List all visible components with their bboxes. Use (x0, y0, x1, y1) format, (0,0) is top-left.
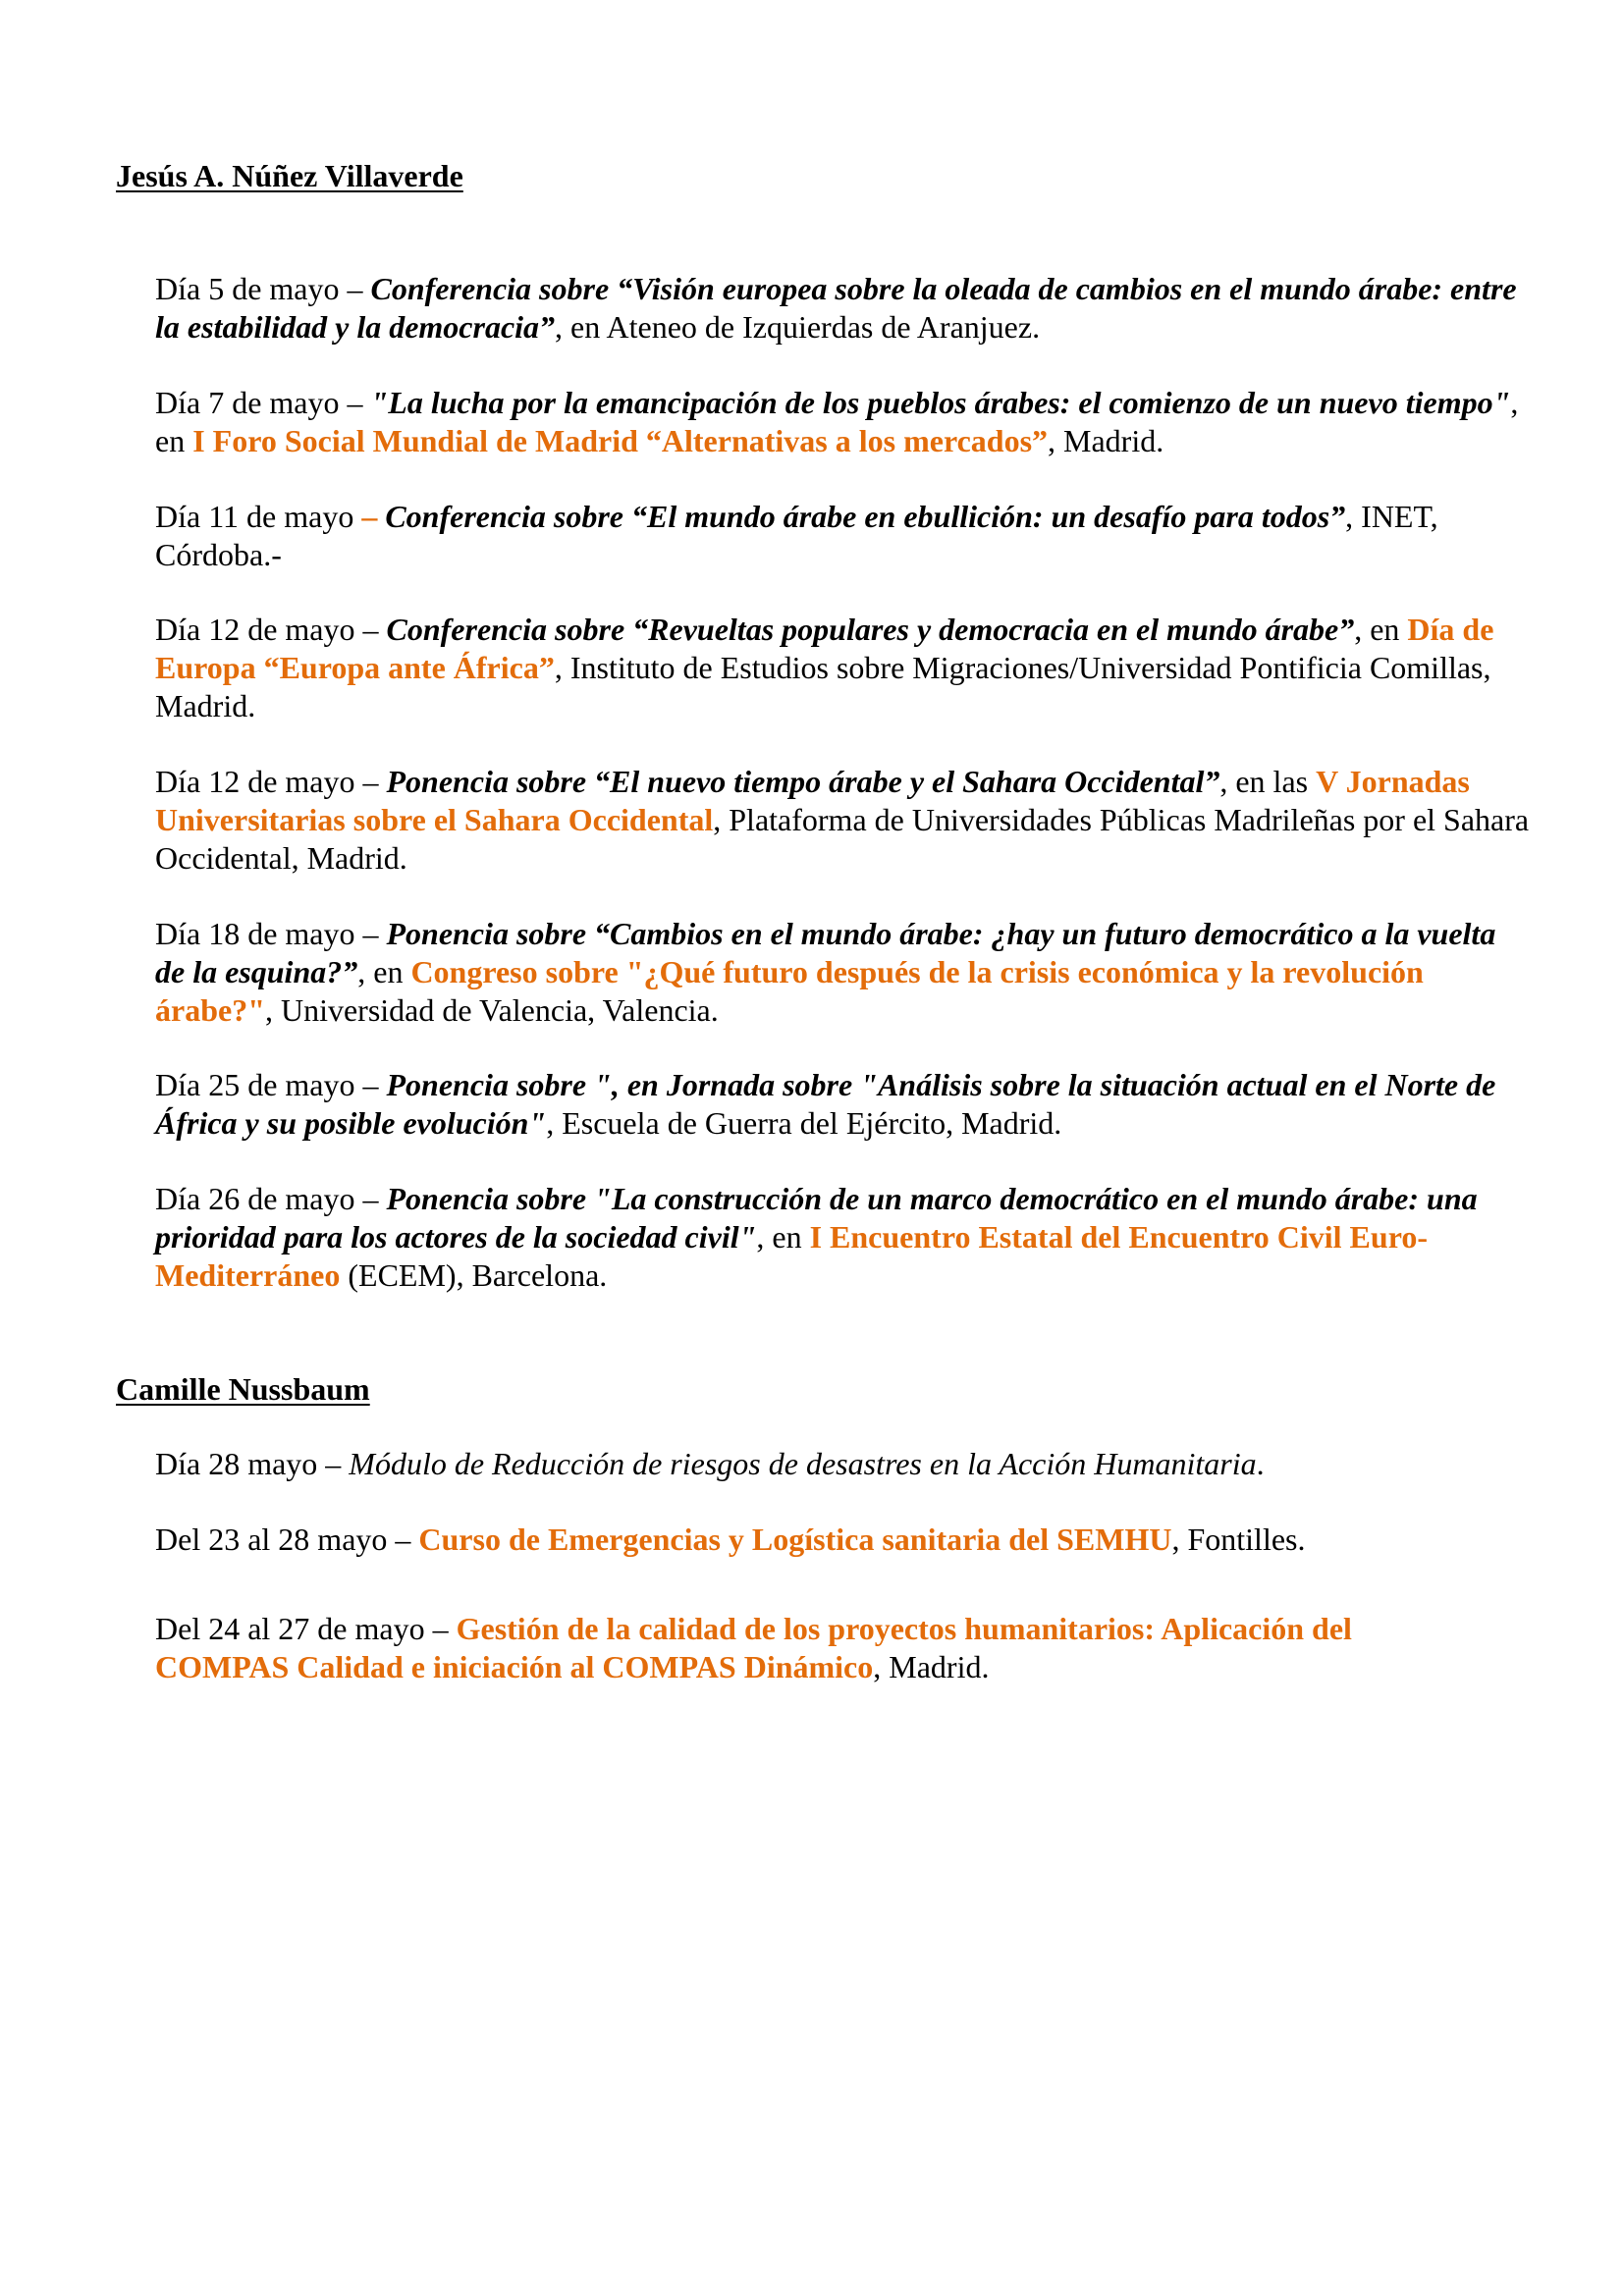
event-highlight: I Foro Social Mundial de Madrid “Alternativas a los mercados” (192, 423, 1049, 458)
event-title: Ponencia sobre "La construcción de un marco democrático en el mundo árabe: una prioridad para los actores de la sociedad civil" (155, 1181, 1478, 1255)
event-venue: , en Ateneo de Izquierdas de Aranjuez. (555, 309, 1041, 345)
event-date: Día 5 de mayo – (155, 271, 371, 306)
event-date: Del 24 al 27 de mayo – (155, 1611, 457, 1646)
event-venue: , Plataforma de Universidades Públicas Madrileñas por el Sahara Occidental, Madrid. (155, 802, 1530, 876)
event-entry (155, 1610, 1392, 1686)
event-connector: , en (155, 385, 1519, 458)
event-entry (155, 384, 1530, 460)
event-highlight: I Encuentro Estatal del Encuentro Civil Euro-Mediterráneo (155, 1219, 1428, 1293)
event-title: "La lucha por la emancipación de los pueblos árabes: el comienzo de un nuevo tiempo" (370, 385, 1511, 420)
event-date: Día 7 de mayo – (155, 385, 371, 420)
event-title: Módulo de Reducción de riesgos de desastres en la Acción Humanitaria (349, 1446, 1257, 1481)
event-venue: (ECEM), Barcelona. (340, 1257, 608, 1293)
event-entry (155, 270, 1530, 347)
event-date: Día 12 de mayo – (155, 612, 387, 647)
event-date: Día 26 de mayo – (155, 1181, 387, 1216)
event-date: Día 18 de mayo – (155, 916, 387, 951)
event-highlight: Curso de Emergencias y Logística sanitaria del SEMHU (418, 1522, 1172, 1557)
event-venue: , Madrid. (1048, 423, 1164, 458)
event-entry (155, 1066, 1530, 1143)
event-venue: , Instituto de Estudios sobre Migraciones/Universidad Pontificia Comillas, Madrid. (155, 650, 1491, 723)
event-venue: , INET, Córdoba.- (155, 499, 1438, 572)
event-venue: , Madrid. (873, 1649, 990, 1684)
event-highlight: Congreso sobre "¿Qué futuro después de la crisis económica y la revolución árabe?" (155, 954, 1424, 1028)
event-title: Ponencia sobre “Cambios en el mundo árabe: ¿hay un futuro democrático a la vuelta de la esquina?” (155, 916, 1496, 989)
event-venue: , Universidad de Valencia, Valencia. (264, 992, 719, 1028)
event-entry (155, 915, 1530, 1030)
event-title: Ponencia sobre ", en Jornada sobre "Análisis sobre la situación actual en el Norte de África y su posible evolución" (155, 1067, 1496, 1141)
event-connector: , en las (1219, 764, 1317, 799)
event-title: Ponencia sobre “El nuevo tiempo árabe y el Sahara Occidental” (386, 764, 1220, 799)
event-title: Conferencia sobre “Visión europea sobre la oleada de cambios en el mundo árabe: entre la estabilidad y la democracia” (155, 271, 1517, 345)
event-connector: , en (756, 1219, 810, 1255)
event-date: Día 12 de mayo – (155, 764, 387, 799)
event-date: Del 23 al 28 mayo – (155, 1522, 419, 1557)
event-entry (155, 763, 1530, 878)
event-title: Conferencia sobre “El mundo árabe en ebullición: un desafío para todos” (385, 499, 1346, 534)
event-entry (155, 611, 1530, 725)
event-highlight: Día de Europa “Europa ante África” (155, 612, 1494, 685)
event-entry (155, 1445, 1530, 1483)
person-heading: Jesús A. Núñez Villaverde (116, 158, 463, 193)
event-highlight: Gestión de la calidad de los proyectos humanitarios: Aplicación del COMPAS Calidad e iniciación al COMPAS Dinámico (155, 1611, 1352, 1684)
event-highlight: V Jornadas Universitarias sobre el Sahara Occidental (155, 764, 1470, 837)
event-connector: , en (1354, 612, 1408, 647)
event-venue: . (1256, 1446, 1265, 1481)
event-date: Día 25 de mayo – (155, 1067, 387, 1102)
event-dash: – (361, 499, 386, 534)
event-date: Día 11 de mayo (155, 499, 362, 534)
event-connector: , en (357, 954, 411, 989)
event-entry (155, 1521, 1530, 1559)
event-date: Día 28 mayo – (155, 1446, 350, 1481)
event-title: Conferencia sobre “Revueltas populares y democracia en el mundo árabe” (386, 612, 1355, 647)
event-venue: , Escuela de Guerra del Ejército, Madrid. (546, 1105, 1062, 1141)
event-entry (155, 1180, 1530, 1295)
event-entry (155, 498, 1530, 574)
person-heading: Camille Nussbaum (116, 1371, 370, 1407)
event-venue: , Fontilles. (1171, 1522, 1306, 1557)
